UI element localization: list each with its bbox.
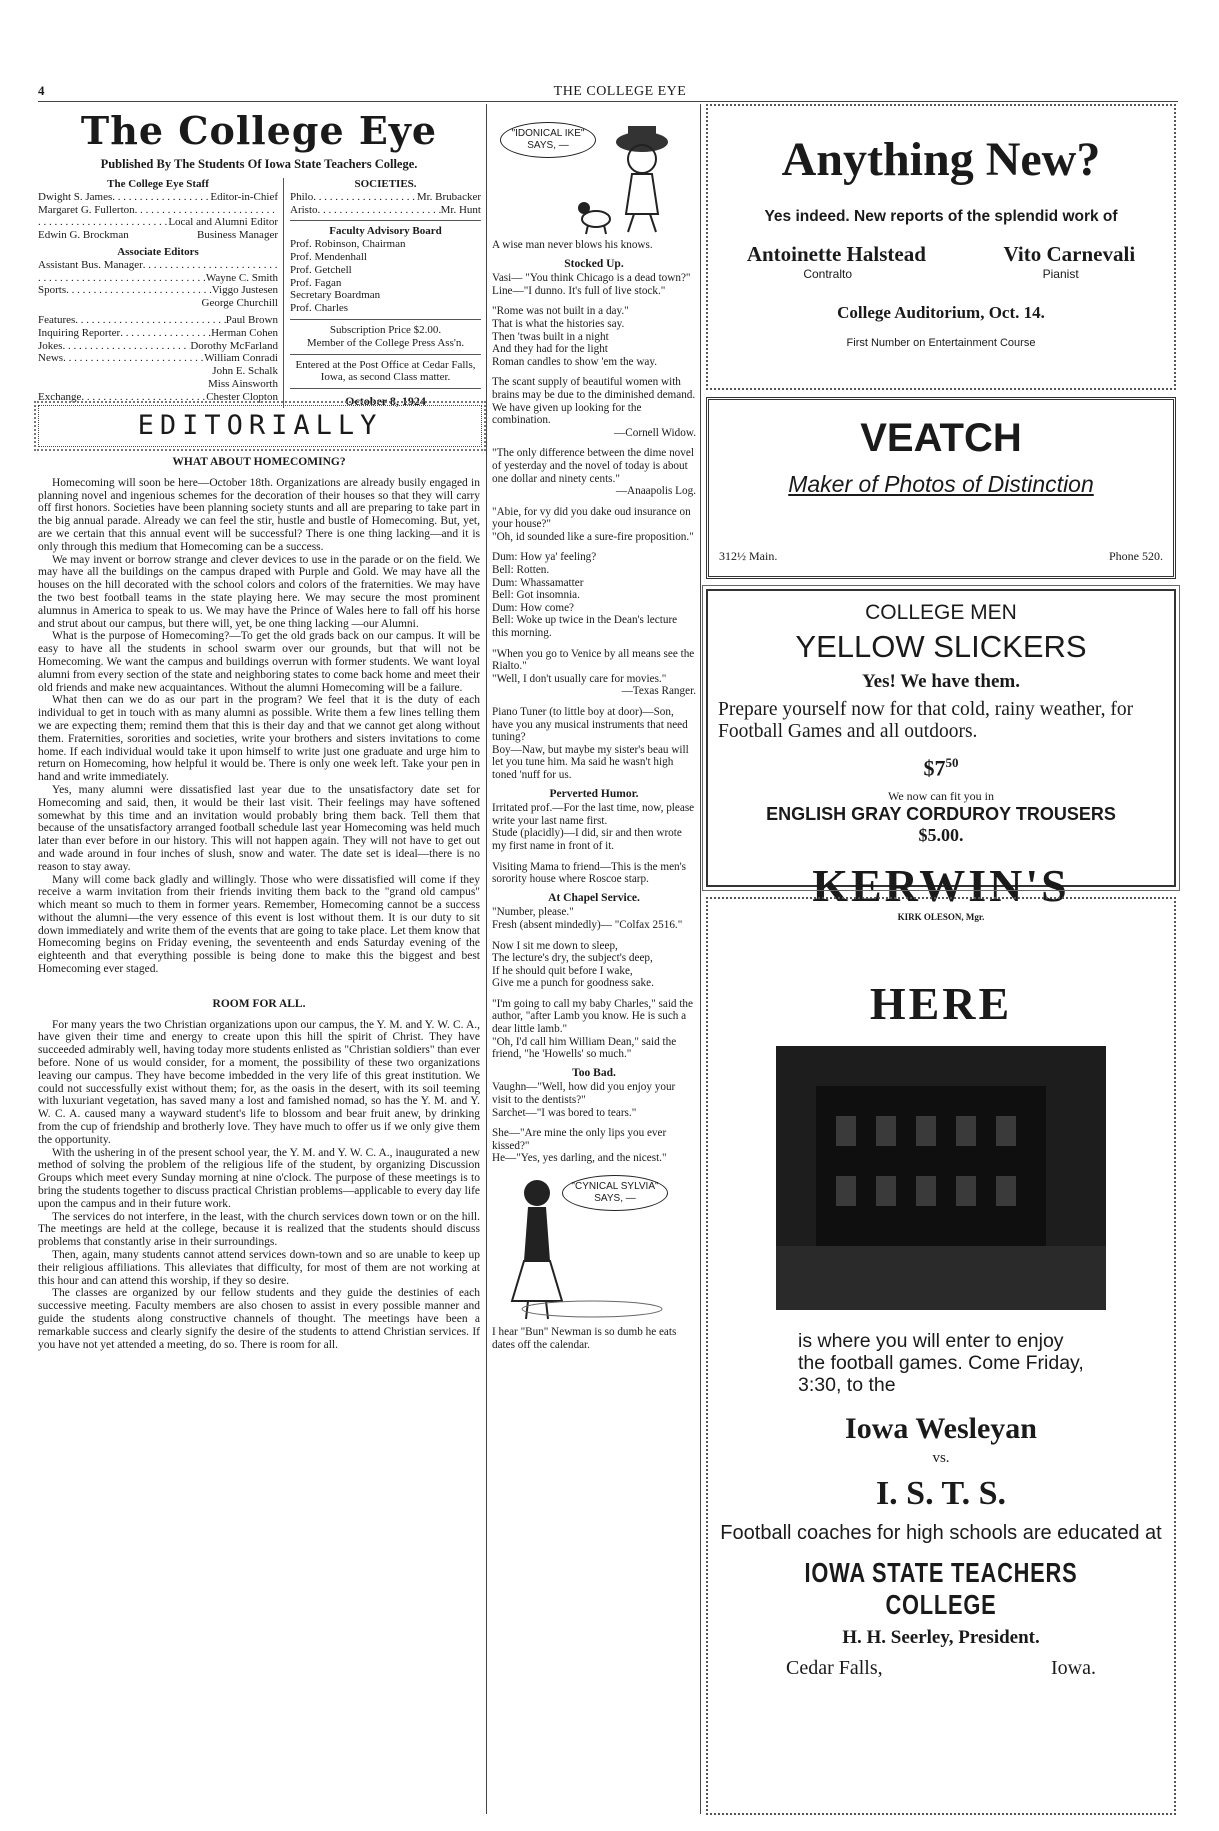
staff-row: George Churchill	[201, 297, 278, 310]
concert-note: First Number on Entertainment Course	[846, 337, 1036, 349]
joke-heading: Perverted Humor.	[549, 787, 639, 800]
joke-text: Vaughn—"Well, how did you enjoy your visit to the dentists?"	[492, 1081, 676, 1107]
joke-text: "Well, I don't usually care for movies."	[492, 672, 667, 685]
staff-row: . . . Wayne C. Smith	[38, 272, 278, 285]
joke-text: "Number, please."	[492, 906, 574, 919]
store-manager: KIRK OLESON, Mgr.	[897, 912, 985, 923]
joke-text: "I'm going to call my baby Charles," said the author, "after Lamb you know. He is such a dear little lamb."	[492, 997, 693, 1036]
ike-cartoon	[492, 104, 696, 239]
masthead-title: The College Eye	[80, 108, 438, 153]
business-address: 312½ Main.	[719, 549, 778, 563]
ad-headline: Anything New?	[781, 133, 1101, 186]
staff-row: Edwin G. Brockman Business Manager	[38, 229, 278, 242]
college-state: Iowa.	[1051, 1657, 1096, 1679]
business-contact	[709, 549, 1173, 564]
joke-text: Visiting Mama to friend—This is the men's sorority house where Roscoe starp.	[492, 860, 686, 886]
artist-name: Antoinette Halstead	[746, 242, 926, 266]
staff-row: Assistant Bus. Manager . . .	[38, 259, 278, 272]
joke-source: —Anaapolis Log.	[615, 485, 696, 498]
staff-row: Sports . . . Viggo Justesen	[38, 284, 278, 297]
divider	[290, 220, 481, 221]
joke-heading: Too Bad.	[572, 1066, 616, 1079]
team-name: I. S. T. S.	[875, 1475, 1007, 1512]
article-paragraph: The classes are organized by our fellow students and they guide the destinies of each successive meeting. Faculty members are also chosen to assist in every possible manner and guide the students along constructive channels of thought. The meetings have been a remarkable success and clearly signify the desire of the students to attend Christian services. If you have not yet attended a meeting, do so. There is room for all.	[38, 1287, 480, 1351]
article-title: WHAT ABOUT HOMECOMING?	[172, 456, 346, 468]
joke-text: Dum: How come?	[492, 601, 575, 614]
veatch-ad	[706, 397, 1176, 579]
joke-text: "When you go to Venice by all means see the Rialto."	[492, 647, 695, 673]
divider	[290, 354, 481, 355]
ad-line: We now can fit you in	[887, 789, 994, 804]
college-ad	[706, 897, 1176, 1815]
article-paragraph: Many will come back gladly and willingly. Those who were dissatisfied will come if they receive a warm invitation from their friends inviting them back to the "grand old campus" which meant so much to them in former years. Remember, Homecoming cannot be a success without the alumni—the very essence of this event is lost without them. It is our duty to sit down immediately and write them of the events that are going to take place. Let them know that Homecoming begins on Friday evening, the seventeenth and ends Saturday evening of the eighteenth and that everything possible is being done to make this the biggest and best Homecoming ever staged.	[38, 873, 480, 976]
column-divider	[700, 104, 701, 1814]
concert-venue: College Auditorium, Oct. 14.	[837, 303, 1045, 322]
joke-heading: At Chapel Service.	[548, 891, 640, 904]
society-row: Philo . . . Mr. Brubacker	[290, 191, 481, 204]
store-name: KERWIN'S	[812, 860, 1070, 912]
faculty-member: Prof. Fagan	[290, 276, 342, 289]
postal-entry: Entered at the Post Office at Cedar Falls, Iowa, as second Class matter.	[295, 358, 476, 384]
artist-names	[708, 242, 1174, 267]
joke-text: Bell: Woke up twice in the Dean's lecture this morning.	[492, 614, 678, 640]
staff-heading: The College Eye Staff	[107, 178, 209, 190]
joke-text: Dum: How ya' feeling?	[492, 551, 597, 564]
ad-subhead: Yes indeed. New reports of the splendid work of	[764, 208, 1118, 225]
joke-text: She—"Are mine the only lips you ever kissed?"	[492, 1127, 667, 1152]
ad-body: Football coaches for high schools are educated at	[720, 1522, 1162, 1544]
joke-text: Fresh (absent mindedly)— "Colfax 2516."	[492, 918, 683, 931]
joke-text: That is what the histories say.	[492, 317, 625, 330]
joke-text: Sarchet—"I was bored to tears."	[492, 1106, 637, 1119]
joke-text: "The only difference between the dime novel of yesterday and the novel of today is about one dollar and ninety cents."	[492, 447, 694, 485]
ad-body: is where you will enter to enjoy the football games. Come Friday, 3:30, to the	[798, 1330, 1084, 1396]
article-paragraph: With the ushering in of the present school year, the Y. M. and Y. W. C. A., inaugurated a new method of solving the problem of the religious life of the student, by organizing Discussion Groups which meet every Sunday morning at nine o'clock. The purpose of these meetings is to bring the students together to discuss practical Christian problems—applicable to every day life upon the campus and in their future work.	[38, 1146, 480, 1210]
ad-line: COLLEGE MEN	[865, 601, 1017, 624]
kerwins-ad	[706, 589, 1176, 923]
ad-line: Yes! We have them.	[862, 671, 1020, 692]
staff-row: Margaret G. Fullerton . . .	[38, 204, 278, 217]
editorially-banner	[38, 405, 482, 447]
staff-row: Features . . . Paul Brown	[38, 314, 278, 327]
faculty-member: Prof. Robinson, Chairman	[290, 238, 406, 251]
speech-bubble: "IDONICAL IKE" SAYS, —	[500, 122, 596, 158]
team-name: Iowa Wesleyan	[845, 1412, 1037, 1445]
faculty-member: Prof. Mendenhall	[290, 250, 367, 263]
college-president: H. H. Seerley, President.	[842, 1627, 1040, 1648]
joke-text: Roman candles to show 'em the way.	[492, 355, 658, 368]
staff-row: News . . . William Conradi	[38, 352, 278, 365]
speech-bubble: "CYNICAL SYLVIA" SAYS, —	[562, 1175, 668, 1211]
joke-text: Stude (placidly)—I did, sir and then wrote my first name in front of it.	[492, 827, 682, 852]
ad-line: YELLOW SLICKERS	[795, 629, 1087, 664]
banner-text: EDITORIALLY	[137, 410, 383, 441]
joke-text: Then 'twas built in a night	[492, 330, 609, 343]
associate-heading: Associate Editors	[117, 245, 199, 258]
joke-text: Bell: Got insomnia.	[492, 589, 580, 602]
building-illustration	[776, 1046, 1106, 1310]
faculty-member: Secretary Boardman	[290, 289, 381, 302]
faculty-member: Prof. Charles	[290, 302, 349, 315]
page-number: 4	[38, 83, 45, 98]
faculty-heading: Faculty Advisory Board	[329, 225, 442, 238]
joke-text: A wise man never blows his knows.	[492, 239, 653, 251]
article-title: ROOM FOR ALL.	[212, 997, 306, 1010]
article-paragraph: For many years the two Christian organizations upon our campus, the Y. M. and Y. W. C. A., have given their time and energy to create upon this hill the spirit of Christ. They have succeeded admirably well, having today more students enlisted as "Christian soldiers" than ever before. None of us would consider, for a moment, the possibility of these two organizations leaving our campus. They have become imbedded in the very life of this great institution. We could not successfully exist without them; for, as the oasis in the desert, with its soil teeming with luxuriant vegetation, has saved many a lost and famished nomad, so has the Y. M. and Y. W. C. A. caused many a wayward student's life to blossom and bear fruit anew, by drinking from the cup of friendship and brotherly love. They have much to offer us if we only give them the opportunity.	[38, 1018, 480, 1146]
joke-text: Now I sit me down to sleep,	[492, 939, 618, 952]
issue-date: October 8, 1924	[345, 394, 426, 409]
joke-text: "Oh, I'd call him William Dean," said the friend, "he 'Howells' so much."	[492, 1035, 677, 1061]
editorial-column	[38, 456, 480, 1351]
staff-row: Exchange . . . Chester Clopton	[38, 391, 278, 404]
running-head: THE COLLEGE EYE	[553, 84, 687, 99]
article-paragraph: We may invent or borrow strange and clever devices to use in the parade or on the field. We may have all the buildings on the campus draped with Purple and Gold. We may have all the houses on the hill decorated with the school colors and colors of the fraternities. We may have the two best football teams in the state playing here. We may secure the most prominent alumnus in America to speak to us. We may have the Prince of Wales here to fall off his horse and strut about our campus, but there will, yet, be one thing lacking —our Alumni.	[38, 553, 480, 630]
joke-heading: Stocked Up.	[564, 257, 624, 270]
staff-row: Jokes . . . Dorothy McFarland	[38, 340, 278, 353]
humor-column	[492, 104, 696, 1351]
artist-name: Vito Carnevali	[1003, 242, 1136, 266]
joke-source: —Texas Ranger.	[621, 685, 696, 698]
staff-row: Inquiring Reporter . . . Herman Cohen	[38, 327, 278, 340]
joke-text: I hear "Bun" Newman is so dumb he eats dates off the calendar.	[492, 1326, 677, 1351]
masthead-publisher: Published By The Students Of Iowa State Teachers College.	[100, 157, 418, 171]
college-location	[708, 1657, 1174, 1680]
joke-text: "Rome was not built in a day."	[492, 305, 629, 318]
business-tagline: Maker of Photos of Distinction	[788, 471, 1094, 497]
ike-illustration	[492, 104, 696, 239]
joke-text: Irritated prof.—For the last time, now, please write your last name first.	[492, 802, 695, 827]
joke-text: "Abie, for vy did you dake oud insurance on your house?"	[492, 505, 691, 531]
artist-role: Contralto	[803, 267, 853, 281]
joke-source: —Cornell Widow.	[614, 426, 696, 439]
article-paragraph: Homecoming will soon be here—October 18th. Organizations are already busily engaged in planning novel and ingenious schemes for the decoration of their houses so that they will carry off first honors. Societies have been planning society stunts and all are preparing to take part in the big annual parade. Already we can feel the stir, hustle and bustle of Homecoming. But, yet, are we certain that this annual event will be successful? There is one thing lacking—and it is only through this medium that Homecoming can be a success.	[38, 476, 480, 553]
campus-building-photo	[776, 1046, 1106, 1310]
ad-headline: HERE	[869, 978, 1013, 1029]
joke-text: The scant supply of beautiful women with brains may be due to the diminished demand. We have given up looking for the combination.	[492, 376, 696, 427]
staff-row: . . . Local and Alumni Editor	[38, 216, 278, 229]
versus-label: vs.	[932, 1450, 950, 1466]
concert-ad	[706, 104, 1176, 390]
joke-text: Line—"I dunno. It's full of live stock."	[492, 284, 666, 297]
press-membership: Member of the College Press Ass'n.	[306, 336, 465, 349]
ad-line: ENGLISH GRAY CORDUROY TROUSERS	[766, 804, 1116, 825]
joke-text: Dum: Whassamatter	[492, 576, 584, 589]
artist-roles	[708, 267, 1174, 281]
joke-text: Bell: Rotten.	[492, 564, 550, 577]
joke-text: He—"Yes, yes darling, and the nicest."	[492, 1152, 667, 1165]
article-paragraph: What is the purpose of Homecoming?—To get the old grads back on our campus. It will be easy to have all the students in school swarm over our grounds, but that will not be Homecoming. We want the campus and buildings overrun with former students. We want loyal alumni from every section of the state and neighboring states to come back home and meet their old friends and make new acquaintances. Without the alumni Homecoming will be a failure.	[38, 630, 480, 694]
column-divider	[486, 104, 487, 1814]
article-paragraph: Then, again, many students cannot attend services down-town and so are unable to keep up their religious affiliations. This alleviates that difficulty, for most of them are not working at this hour and can attend this worship, if they so desire.	[38, 1249, 480, 1287]
staff-row: Miss Ainsworth	[208, 377, 278, 390]
societies-heading: SOCIETIES.	[354, 178, 417, 190]
business-name: VEATCH	[860, 416, 1022, 460]
article-paragraph: The services do not interfere, in the least, with the church services down town or on the hill. The meetings are held at the college, because it is realized that the students should discuss problems that constantly arise in their surroundings.	[38, 1210, 480, 1249]
joke-text: Boy—Naw, but maybe my sister's beau will let you tune him. Ma said he wasn't high toned 'nuff for us.	[492, 743, 689, 781]
joke-text: If he should quit before I wake,	[492, 964, 633, 977]
society-row: Aristo . . . Mr. Hunt	[290, 204, 481, 217]
joke-text: Vasi— "You think Chicago is a dead town?"	[492, 272, 691, 285]
slicker-price: $\$7^{50}$	[923, 755, 959, 781]
article-paragraph: What then can we do as our part in the program? We feel that it is the duty of each individual to get in touch with as many alumni as possible. Write them a few lines telling them we are expecting them; remind them that this is their day and that we cannot get along without them. Fraternities, sororities and societies, write your brothers and sisters invitations to come home. If each individual would take it upon himself to write just one graduate and urge him to return on Homecoming, how helpful it would be. There is only one week left. Take your pen in hand and write immediately.	[38, 694, 480, 784]
joke-text: "Oh, id sounded like a sure-fire proposition."	[492, 530, 694, 543]
staff-row: Dwight S. James . . . Editor-in-Chief	[38, 191, 278, 204]
masthead	[38, 108, 481, 409]
sylvia-illustration	[492, 1171, 696, 1326]
faculty-member: Prof. Getchell	[290, 263, 352, 276]
college-name: IOWA STATE TEACHERS COLLEGE	[804, 1557, 1078, 1620]
joke-text: The lecture's dry, the subject's deep,	[492, 952, 653, 965]
societies-box	[283, 178, 481, 408]
subscription-price: Subscription Price $2.00.	[329, 323, 442, 336]
header-rule	[38, 101, 1178, 102]
divider	[290, 388, 481, 389]
staff-box	[38, 178, 278, 404]
staff-row: John E. Schalk	[212, 365, 278, 378]
joke-text: Piano Tuner (to little boy at door)—Son, have you any musical instruments that need tuning?	[492, 706, 688, 744]
ad-body: Prepare yourself now for that cold, rainy weather, for Football Games and all outdoors.	[718, 699, 1134, 742]
sylvia-cartoon	[492, 1171, 696, 1326]
college-city: Cedar Falls,	[786, 1657, 883, 1679]
trousers-price: $5.00.	[918, 825, 964, 846]
joke-text: Give me a punch for goodness sake.	[492, 977, 654, 990]
article-paragraph: Yes, many alumni were dissatisfied last year due to the unsatisfactory date set for Homecoming and said, then, it would be their last visit. Their feelings may have softened somewhat by this time and an invitation would probably bring them back. Tell them that because of the unsatisfactory arranged football schedule last year Homecoming was held much later than ever before in our history. This will not happen again. They will not have to get out and wade around in four inches of slush, snow and water. The date set is ideal—there is no reason to stay away.	[38, 783, 480, 873]
artist-role: Pianist	[1042, 267, 1079, 281]
divider	[290, 319, 481, 320]
business-phone: Phone 520.	[1109, 549, 1163, 563]
joke-text: And they had for the light	[492, 343, 608, 356]
